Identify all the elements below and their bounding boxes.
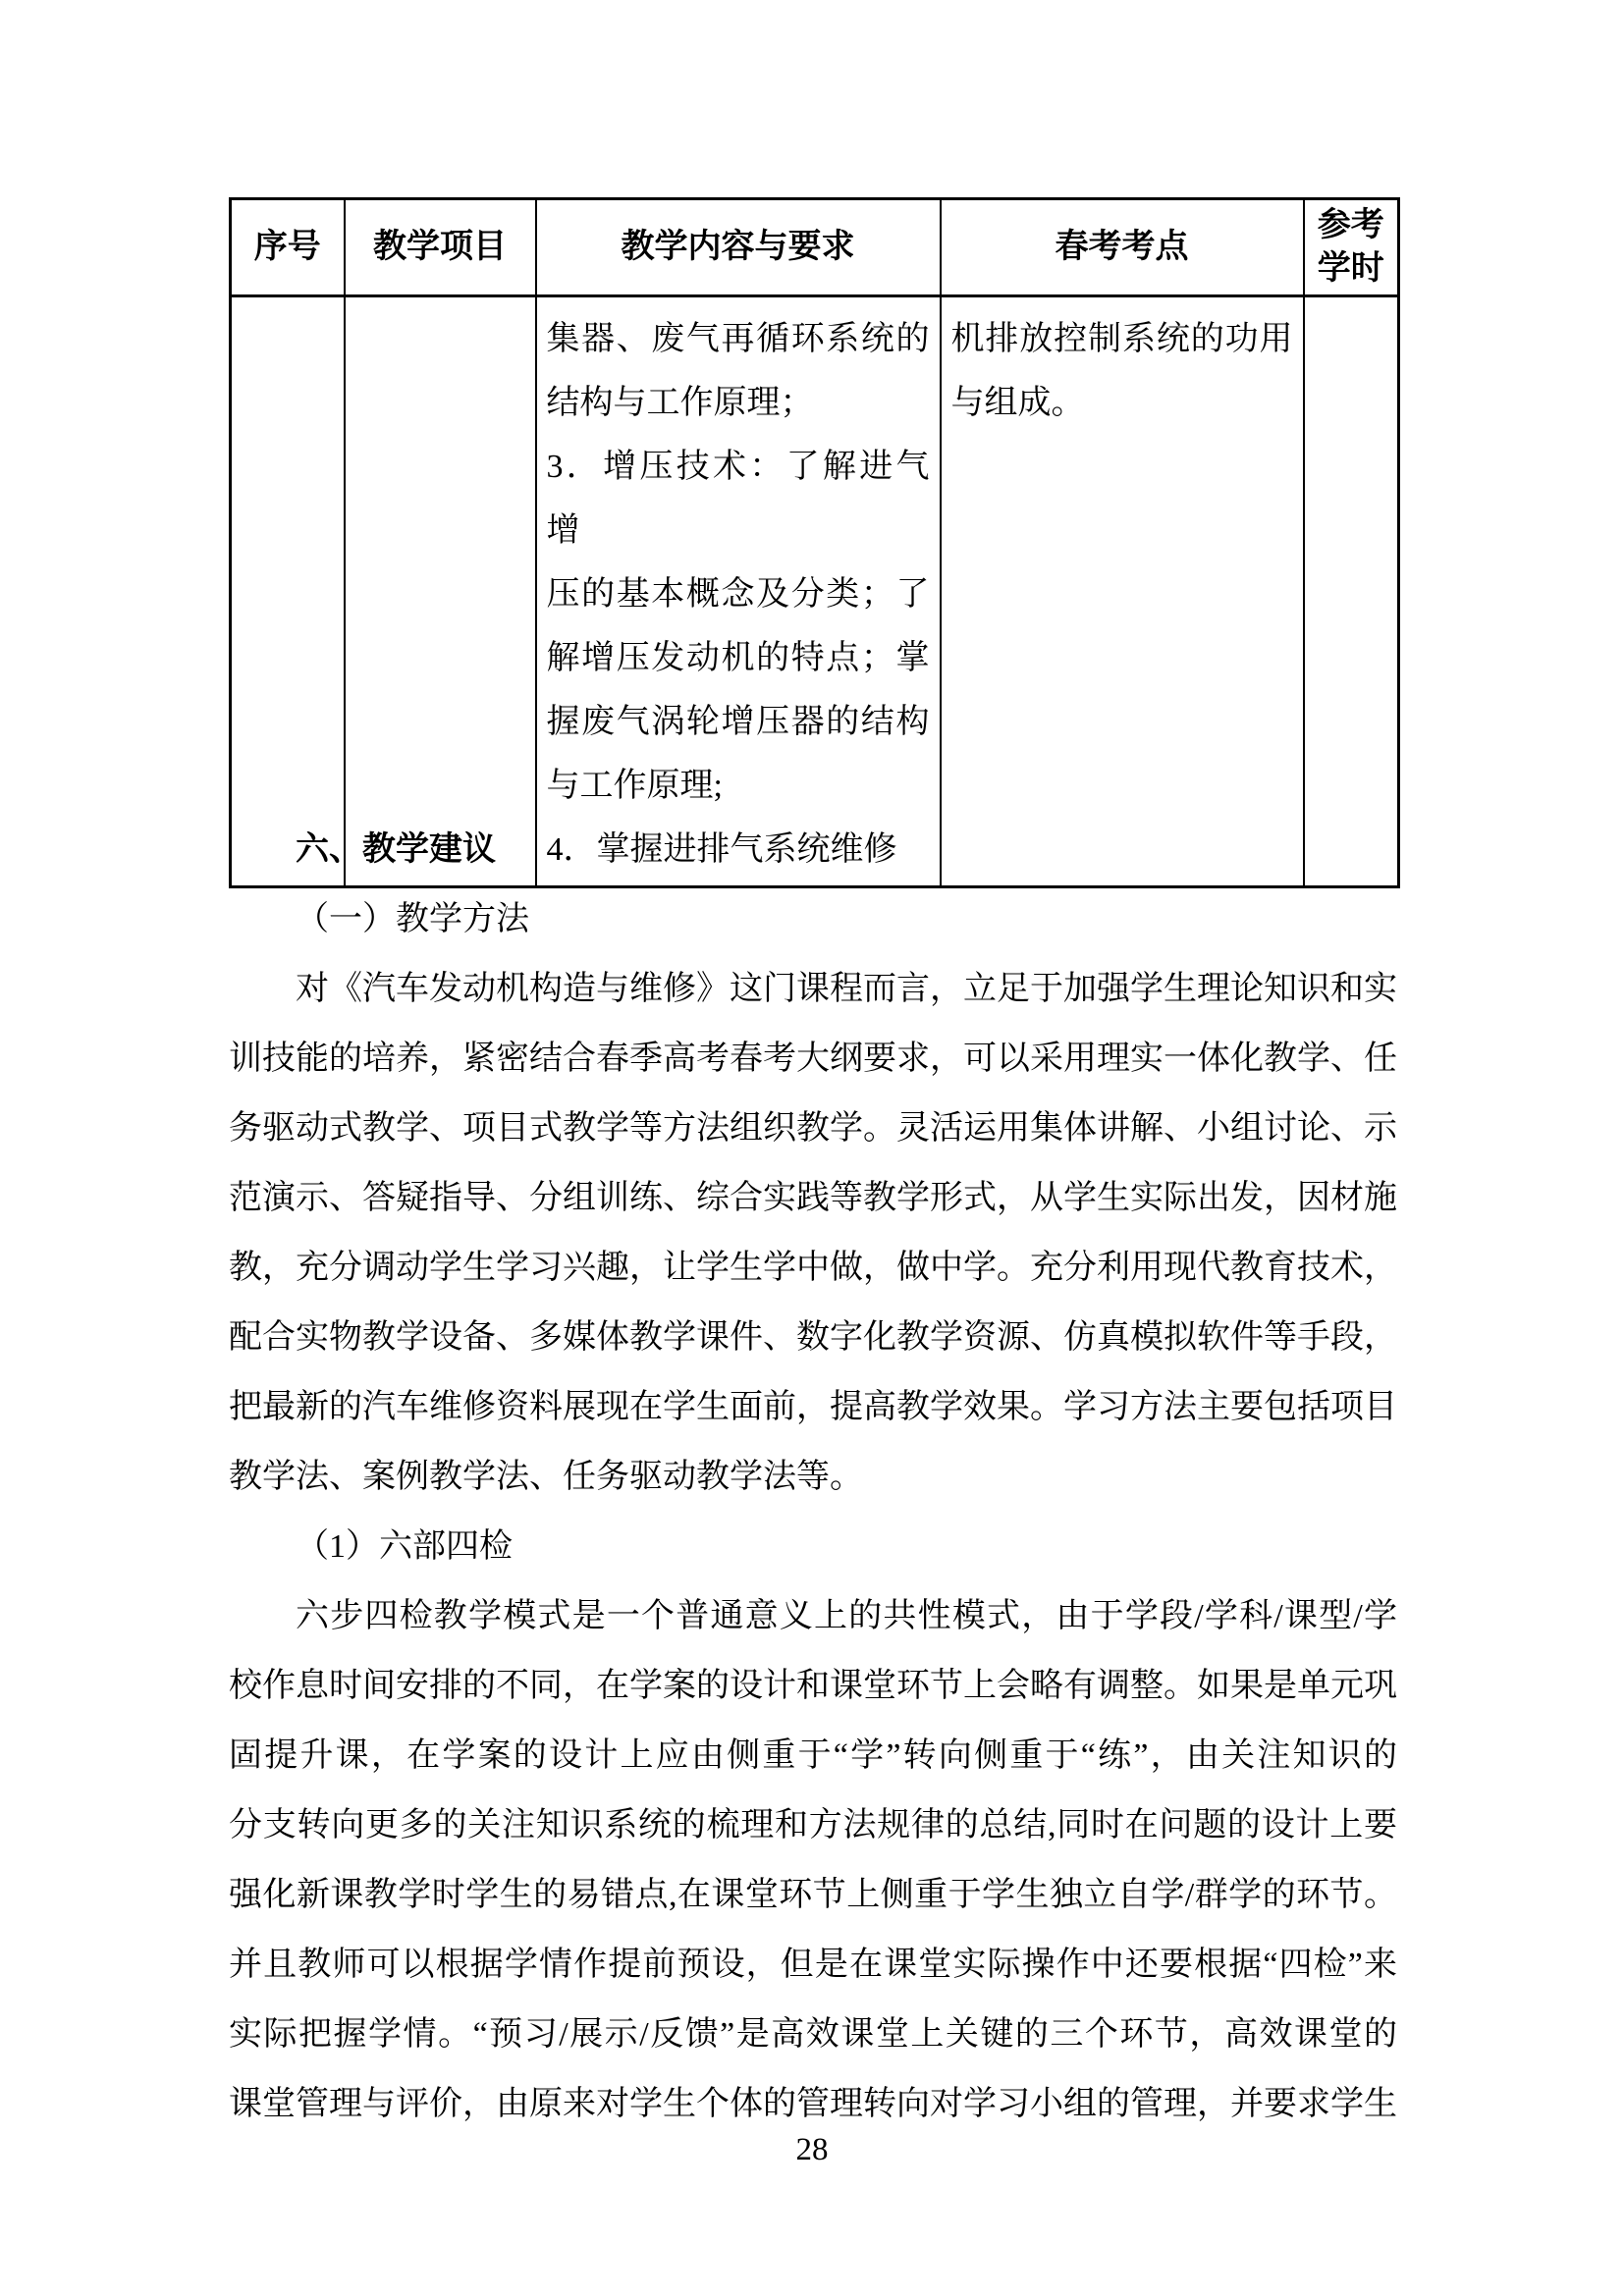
text-line: 实际把握学情。“预习/展示/反馈”是高效课堂上关键的三个环节，高效课堂的 [229, 2016, 1397, 2053]
paragraph-teaching-methods [229, 954, 1397, 1512]
teaching-plan-table [229, 197, 1400, 888]
text-line: 固提升课，在学案的设计上应由侧重于“学”转向侧重于“练”，由关注知识的 [229, 1737, 1397, 1774]
text-line: 与组成。 [950, 385, 1085, 421]
text-line: 结构与工作原理； [546, 385, 814, 421]
table-header-exam-points: 春考考点 [941, 199, 1304, 296]
text-line: 对《汽车发动机构造与维修》这门课程而言，立足于加强学生理论知识和实 [296, 971, 1397, 1007]
text-line: 六步四检教学模式是一个普通意义上的共性模式，由于学段/学科/课型/学 [296, 1598, 1397, 1634]
subsection-heading [229, 884, 1397, 954]
exam-points-paragraph [951, 307, 1293, 435]
text-line: 压的基本概念及分类；了 [546, 576, 930, 613]
text-line: 配合实物教学设备、多媒体教学课件、数字化教学资源、仿真模拟软件等手段， [229, 1319, 1397, 1356]
table-header-row [231, 199, 1399, 296]
text-line: 握废气涡轮增压器的结构 [546, 704, 930, 740]
text-line: 把最新的汽车维修资料展现在学生面前，提高教学效果。学习方法主要包括项目 [229, 1389, 1397, 1425]
text-line: 教，充分调动学生学习兴趣，让学生学中做，做中学。充分利用现代教育技术， [229, 1250, 1397, 1286]
text-line: 训技能的培养，紧密结合春季高考春考大纲要求，可以采用理实一体化教学、任 [229, 1041, 1397, 1077]
text-line: 分支转向更多的关注知识系统的梳理和方法规律的总结,同时在问题的设计上要 [229, 1807, 1397, 1843]
list-item-heading-text: （1）六部四检 [296, 1528, 513, 1565]
list-item-heading [229, 1512, 1397, 1581]
text-line: 解增压发动机的特点；掌 [546, 640, 930, 676]
table-header-project: 教学项目 [345, 199, 536, 296]
text-line: 4．掌握进排气系统维修 [546, 831, 897, 868]
text-line: 强化新课教学时学生的易错点,在课堂环节上侧重于学生独立自学/群学的环节。 [229, 1877, 1397, 1913]
text-line: 教学法、案例教学法、任务驱动教学法等。 [229, 1459, 863, 1495]
text-line: 并且教师可以根据学情作提前预设，但是在课堂实际操作中还要根据“四检”来 [229, 1947, 1397, 1983]
body-text [229, 797, 1397, 2139]
page-number: 28 [795, 2132, 829, 2167]
content-paragraph [547, 307, 930, 435]
section-heading [229, 815, 1397, 884]
text-line: 课堂管理与评价，由原来对学生个体的管理转向对学习小组的管理，并要求学生 [229, 2086, 1397, 2122]
text-line: 集器、废气再循环系统的 [546, 321, 930, 357]
text-line: 务驱动式教学、项目式教学等方法组织教学。灵活运用集体讲解、小组讨论、示 [229, 1110, 1397, 1147]
subsection-heading-text: （一）教学方法 [296, 901, 529, 937]
text-line: 3．增压技术：了解进气增 [546, 449, 930, 549]
text-line: 与工作原理; [546, 768, 723, 804]
section-heading-text: 六、教学建议 [296, 831, 496, 868]
text-line: 范演示、答疑指导、分组训练、综合实践等教学形式，从学生实际出发，因材施 [229, 1180, 1397, 1216]
table-header-seq: 序号 [231, 199, 345, 296]
text-line: 校作息时间安排的不同，在学案的设计和课堂环节上会略有调整。如果是单元巩 [229, 1668, 1397, 1704]
paragraph-six-steps-four-checks [229, 1581, 1397, 2139]
content-paragraph [547, 435, 930, 818]
table-header-hours: 参考学时 [1304, 199, 1399, 296]
table-header-content: 教学内容与要求 [536, 199, 941, 296]
text-line: 机排放控制系统的功用 [950, 321, 1293, 357]
